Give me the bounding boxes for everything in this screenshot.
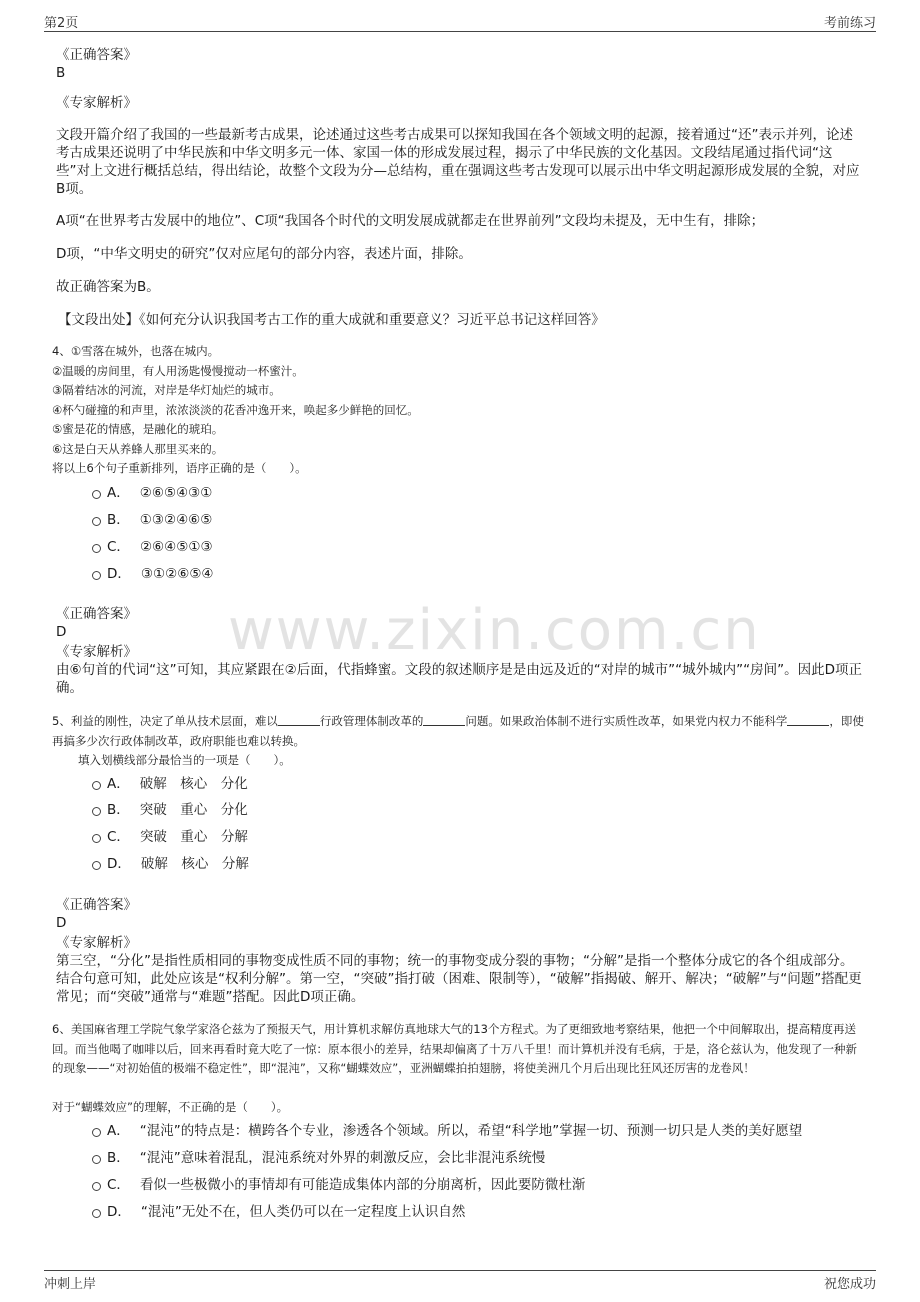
analysis-heading: 《专家解析》 <box>56 644 137 660</box>
page-number: 第2页 <box>44 16 79 31</box>
source-citation: 【文段出处】《如何充分认识我国考古工作的重大成就和重要意义？习近平总书记这样回答》 <box>58 312 605 328</box>
page-header <box>0 0 920 32</box>
analysis-paragraph: 第三空，“分化”是指性质相同的事物变成性质不同的事物；统一的事物变成分裂的事物；“分解”是指一个整体分成它的各个组成部分。结合句意可知，此处应该是“权利分解”。第一空，“突破”指打破（困难、限制等），“破解”指揭破、解开、解决；“破解”与“问题”搭配更常见；而“突破”通常与“难题”搭配。因此D项正确。 <box>56 953 862 1005</box>
option-a[interactable]: A． ②⑥⑤④③① <box>92 484 212 502</box>
question-5-prompt: 填入划横线部分最恰当的一项是（ ）。 <box>78 753 291 767</box>
analysis-paragraph: A项“在世界考古发展中的地位”、C项“我国各个时代的文明发展成就都走在世界前列”文段均未提及，无中生有，排除； <box>56 213 765 229</box>
radio-icon[interactable] <box>92 571 101 580</box>
question-6-stem: 6、美国麻省理工学院气象学家洛仑兹为了预报天气，用计算机求解仿真地球大气的13个方程式。为了更细致地考察结果，他把一个中间解取出，提高精度再送回。而当他喝了咖啡以后，回来再看时竟大吃了一惊：原本很小的差异，结果却偏离了十万八千里！而计算机并没有毛病，于是，洛仑兹认为，他发现了一种新的现象——“对初始值的极端不稳定性”，即“混沌”，又称“蝴蝶效应”，亚洲蝴蝶拍拍翅膀，将使美洲几个月后出现比狂风还厉害的龙卷风！ <box>52 1022 857 1075</box>
radio-icon[interactable] <box>92 517 101 526</box>
footer-left-label: 冲刺上岸 <box>44 1277 97 1292</box>
analysis-paragraph: 由⑥句首的代词“这”可知，其应紧跟在②后面，代指蜂蜜。文段的叙述顺序是是由远及近的“对岸的城市”“城外城内”“房间”。因此D项正确。 <box>56 662 863 696</box>
answer-value: B <box>56 65 66 81</box>
option-d[interactable]: D． “混沌”无处不在，但人类仍可以在一定程度上认识自然 <box>92 1203 465 1221</box>
radio-icon[interactable] <box>92 834 101 843</box>
radio-icon[interactable] <box>92 1182 101 1191</box>
stem-line: ②温暖的房间里，有人用汤匙慢慢搅动一杯蜜汁。 <box>52 363 304 378</box>
analysis-paragraph: 文段开篇介绍了我国的一些最新考古成果，论述通过这些考古成果可以探知我国在各个领域文明的起源，接着通过“还”表示并列，论述考古成果还说明了中华民族和中华文明多元一体、家国一体的形成发展过程，揭示了中华民族的文化基因。文段结尾通过指代词“这些”对上文进行概括总结，得出结论，故整个文段为分—总结构，重在强调这些考古发现可以展示出中华文明起源形成发展的全貌，对应B项。 <box>56 127 860 197</box>
option-d[interactable]: D． 破解 核心 分解 <box>92 855 249 873</box>
footer-right-label: 祝您成功 <box>823 1277 876 1292</box>
stem-line: ④杯勺碰撞的和声里，浓浓淡淡的花香冲逸开来，唤起多少鲜艳的回忆。 <box>52 402 419 417</box>
radio-icon[interactable] <box>92 1155 101 1164</box>
answer-value: D <box>56 624 67 640</box>
analysis-heading: 《专家解析》 <box>56 935 137 951</box>
question-6-prompt: 对于“蝴蝶效应”的理解，不正确的是（ ）。 <box>52 1100 289 1114</box>
radio-icon[interactable] <box>92 1209 101 1218</box>
option-c[interactable]: C． 突破 重心 分解 <box>92 828 248 846</box>
option-d[interactable]: D． ③①②⑥⑤④ <box>92 565 214 583</box>
option-c[interactable]: C． ②⑥④⑤①③ <box>92 538 213 556</box>
footer-divider <box>44 1270 876 1271</box>
radio-icon[interactable] <box>92 490 101 499</box>
radio-icon[interactable] <box>92 861 101 870</box>
stem-line: ⑥这是白天从养蜂人那里买来的。 <box>52 441 224 456</box>
option-a[interactable]: A． “混沌”的特点是：横跨各个专业，渗透各个领域。所以，希望“科学地”掌握一切、预测一切只是人类的美好愿望 <box>92 1122 802 1140</box>
fill-blank <box>787 713 829 726</box>
analysis-heading: 《专家解析》 <box>56 95 137 111</box>
radio-icon[interactable] <box>92 781 101 790</box>
stem-line: ③隔着结冰的河流，对岸是华灯灿烂的城市。 <box>52 383 281 397</box>
option-b[interactable]: B． 突破 重心 分化 <box>92 801 248 819</box>
option-a[interactable]: A． 破解 核心 分化 <box>92 775 248 793</box>
analysis-paragraph: 故正确答案为B。 <box>56 279 160 295</box>
header-label: 考前练习 <box>823 16 876 31</box>
answer-heading: 《正确答案》 <box>56 606 137 622</box>
radio-icon[interactable] <box>92 807 101 816</box>
stem-line: 将以上6个句子重新排列，语序正确的是（ ）。 <box>52 461 307 475</box>
answer-value: D <box>56 915 67 931</box>
radio-icon[interactable] <box>92 1128 101 1137</box>
radio-icon[interactable] <box>92 544 101 553</box>
stem-line: 4、①雪落在城外，也落在城内。 <box>52 344 220 358</box>
option-b[interactable]: B． ①③②④⑥⑤ <box>92 511 212 529</box>
question-4-stem <box>52 342 864 479</box>
option-c[interactable]: C． 看似一些极微小的事情却有可能造成集体内部的分崩离析，因此要防微杜渐 <box>92 1176 585 1194</box>
stem-line: ⑤蜜是花的情感，是融化的琥珀。 <box>52 422 224 436</box>
analysis-paragraph: D项，“中华文明史的研究”仅对应尾句的部分内容，表述片面，排除。 <box>56 246 472 262</box>
fill-blank <box>278 713 320 726</box>
option-b[interactable]: B． “混沌”意味着混乱，混沌系统对外界的刺激反应，会比非混沌系统慢 <box>92 1149 545 1167</box>
answer-heading: 《正确答案》 <box>56 47 137 63</box>
fill-blank <box>423 713 465 726</box>
question-5-stem: 5、利益的刚性，决定了单从技术层面，难以 行政管理体制改革的 问题。如果政治体制不进行实质性改革，如果党内权力不能科学 ，即使再搞多少次行政体制改革，政府职能也难以转换。 <box>52 714 864 748</box>
answer-heading: 《正确答案》 <box>56 897 137 913</box>
watermark: www.zixin.com.cn <box>228 598 761 663</box>
header-divider <box>44 31 876 32</box>
